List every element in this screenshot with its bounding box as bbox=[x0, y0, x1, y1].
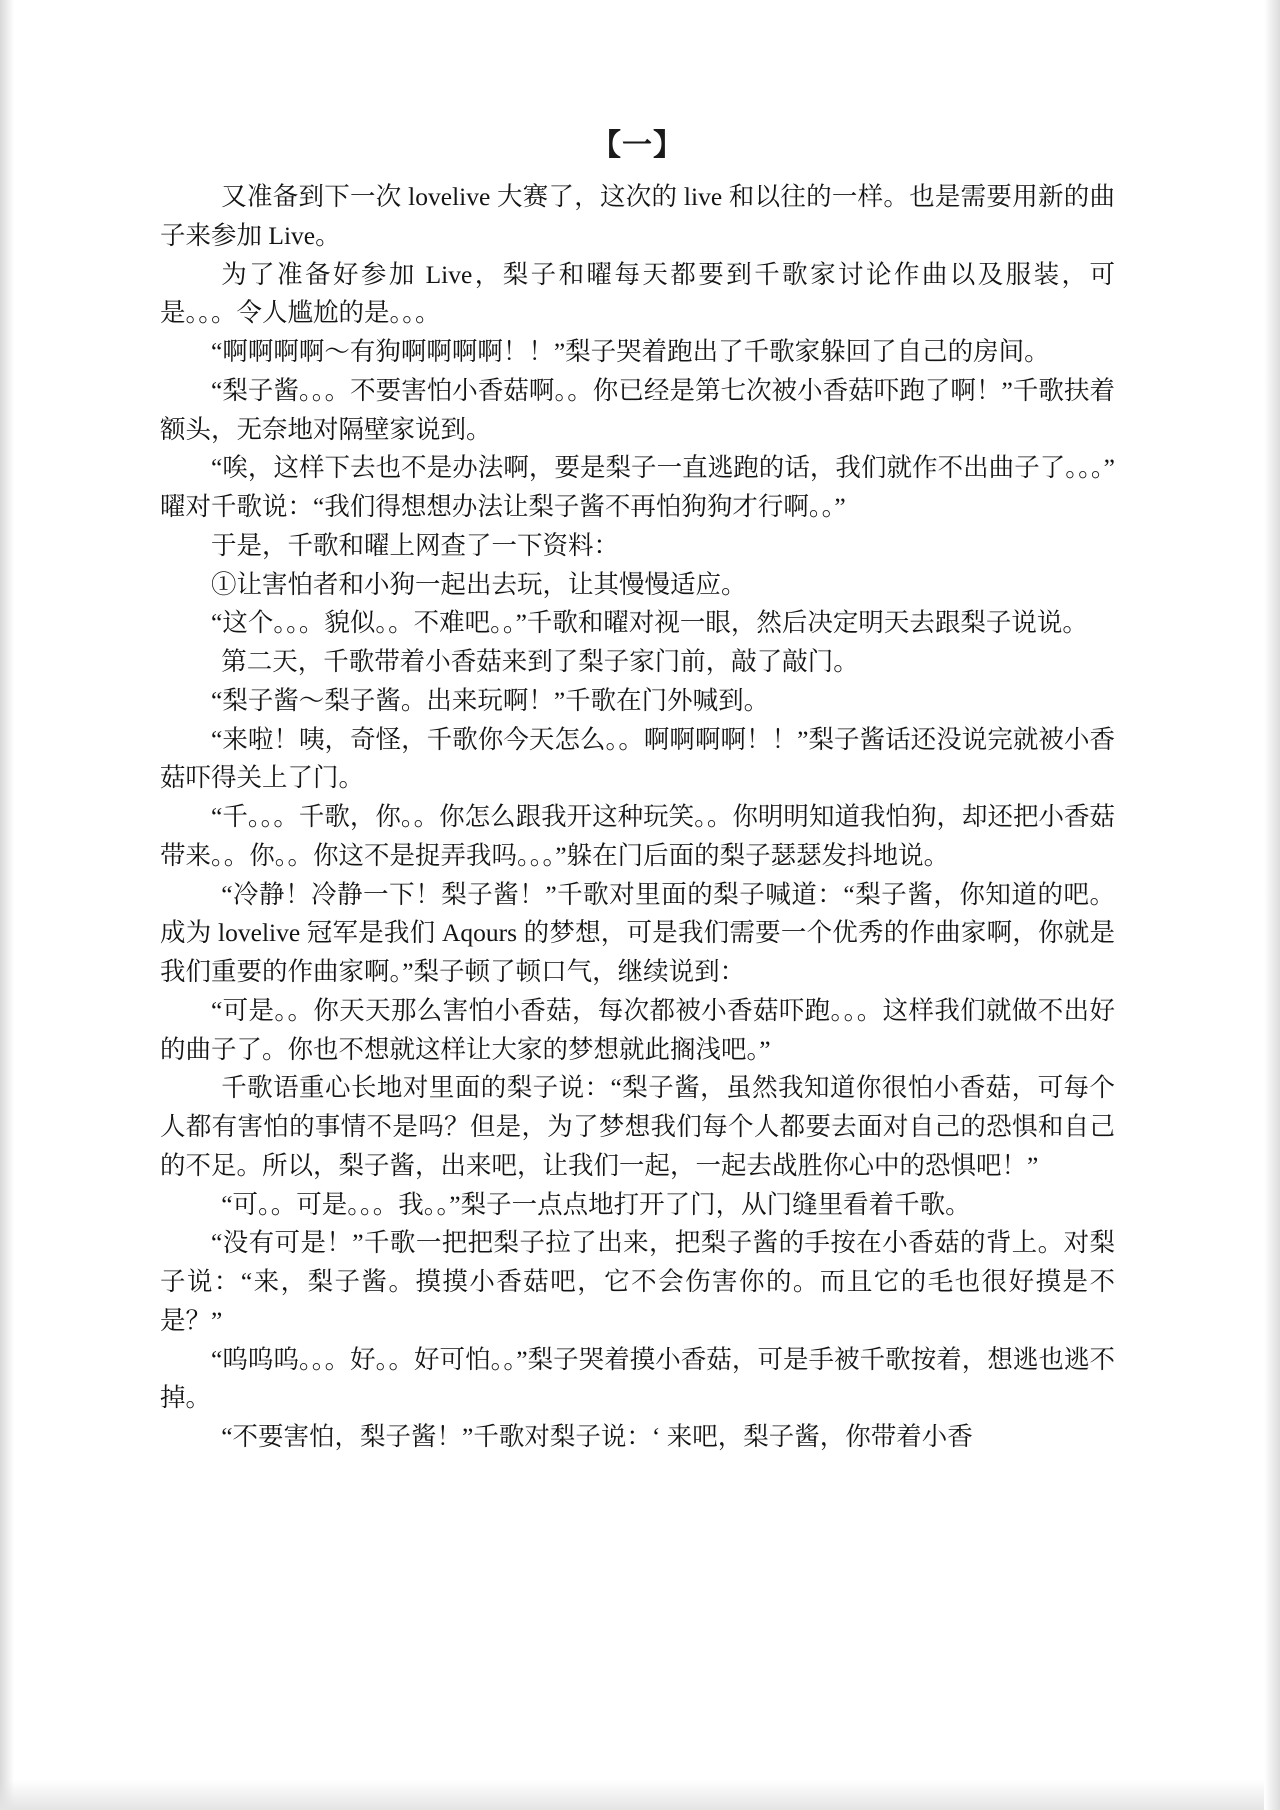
paragraph: “不要害怕，梨子酱！”千歌对梨子说：‘ 来吧，梨子酱，你带着小香 bbox=[221, 1422, 973, 1451]
paragraph: 于是，千歌和曜上网查了一下资料： bbox=[211, 530, 620, 560]
paragraph: “冷静！冷静一下！梨子酱！”千歌对里面的梨子喊道：“梨子酱，你知道的吧。成为 lovelive 冠军是我们 Aqours 的梦想，可是我们需要一个优秀的作曲家啊，你就是我们重要的作曲家啊。”梨子顿了顿口气，继续说到： bbox=[160, 879, 1115, 986]
paragraph: “千。。。千歌，你。。你怎么跟我开这种玩笑。。你明明知道我怕狗，却还把小香菇带来。。你。。你这不是捉弄我吗。。。”躲在门后面的梨子瑟瑟发抖地说。 bbox=[160, 802, 1115, 870]
page-content bbox=[160, 120, 1115, 1457]
paragraph: “啊啊啊啊～有狗啊啊啊啊！！”梨子哭着跑出了千歌家躲回了自己的房间。 bbox=[211, 337, 1050, 366]
paragraph-list-item: ①让害怕者和小狗一起出去玩，让其慢慢适应。 bbox=[211, 569, 747, 599]
paragraph: “梨子酱～梨子酱。出来玩啊！”千歌在门外喊到。 bbox=[211, 685, 770, 715]
paragraph: 第二天，千歌带着小香菇来到了梨子家门前，敲了敲门。 bbox=[221, 647, 859, 676]
paragraph: 为了准备好参加 Live，梨子和曜每天都要到千歌家讨论作曲以及服装，可是。。。令人尴尬的是。。。 bbox=[160, 259, 1115, 328]
page-bottom-shadow bbox=[0, 1780, 1280, 1810]
paragraph: “可。。可是。。。我。。”梨子一点点地打开了门，从门缝里看着千歌。 bbox=[221, 1189, 971, 1219]
page-title: 【一】 bbox=[591, 129, 684, 162]
paragraph: “没有可是！”千歌一把把梨子拉了出来，把梨子酱的手按在小香菇的背上。对梨子说：“来，梨子酱。摸摸小香菇吧，它不会伤害你的。而且它的毛也很好摸是不是？” bbox=[160, 1228, 1115, 1335]
paragraph: “呜呜呜。。。好。。好可怕。。”梨子哭着摸小香菇，可是手被千歌按着，想逃也逃不掉。 bbox=[160, 1344, 1115, 1413]
paragraph: “这个。。。貌似。。不难吧。。”千歌和曜对视一眼，然后决定明天去跟梨子说说。 bbox=[211, 608, 1088, 638]
paragraph: “来啦！咦，奇怪，千歌你今天怎么。。啊啊啊啊！！”梨子酱话还没说完就被小香菇吓得关上了门。 bbox=[160, 724, 1115, 793]
paragraph: “唉，这样下去也不是办法啊，要是梨子一直逃跑的话，我们就作不出曲子了。。。”曜对千歌说：“我们得想想办法让梨子酱不再怕狗狗才行啊。。” bbox=[160, 453, 1115, 521]
paragraph: 千歌语重心长地对里面的梨子说：“梨子酱，虽然我知道你很怕小香菇，可每个人都有害怕的事情不是吗？但是，为了梦想我们每个人都要去面对自己的恐惧和自己的不足。所以，梨子酱，出来吧，让我们一起，一起去战胜你心中的恐惧吧！” bbox=[160, 1073, 1115, 1180]
paragraph: “梨子酱。。。不要害怕小香菇啊。。你已经是第七次被小香菇吓跑了啊！”千歌扶着额头，无奈地对隔壁家说到。 bbox=[160, 375, 1115, 444]
paragraph: “可是。。你天天那么害怕小香菇，每次都被小香菇吓跑。。。这样我们就做不出好的曲子了。你也不想就这样让大家的梦想就此搁浅吧。” bbox=[160, 995, 1115, 1064]
paragraph: 又准备到下一次 lovelive 大赛了，这次的 live 和以往的一样。也是需要用新的曲子来参加 Live。 bbox=[160, 182, 1115, 250]
